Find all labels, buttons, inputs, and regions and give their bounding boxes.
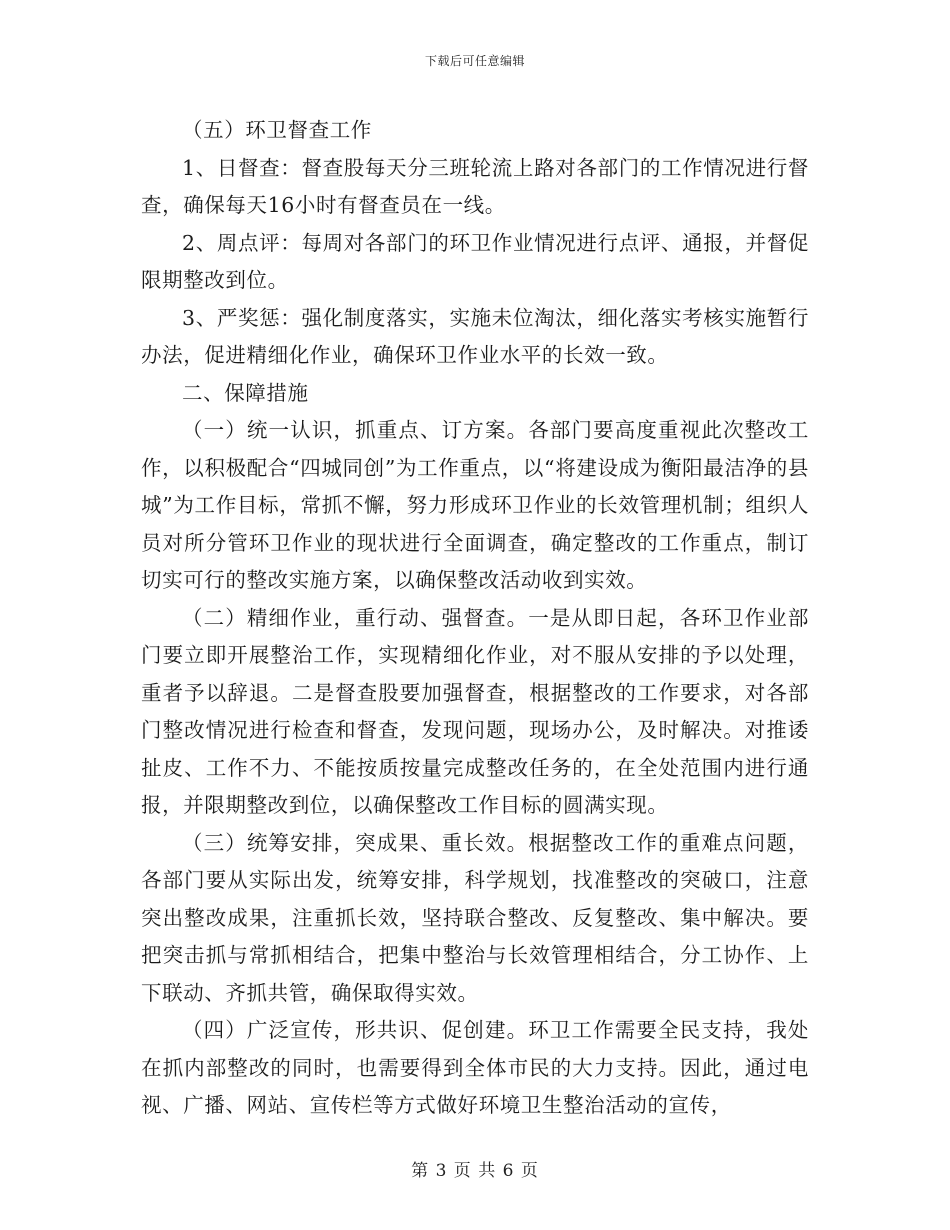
document-body bbox=[141, 112, 809, 1125]
paragraph-daily-supervision: 1、日督查：督查股每天分三班轮流上路对各部门的工作情况进行督查，确保每天16小时有督查员在一线。 bbox=[141, 155, 809, 217]
section-heading-safeguards: 二、保障措施 bbox=[182, 380, 309, 405]
paragraph-safeguard-3: （三）统筹安排，突成果、重长效。根据整改工作的重难点问题，各部门要从实际出发，统筹安排，科学规划，找准整改的突破口，注意突出整改成果，注重抓长效，坚持联合整改、反复整改、集中解决。要把突击抓与常抓相结合，把集中整治与长效管理相结合，分工协作、上下联动、齐抓共管，确保取得实效。 bbox=[141, 830, 809, 1005]
paragraph-weekly-review: 2、周点评：每周对各部门的环卫作业情况进行点评、通报，并督促限期整改到位。 bbox=[141, 230, 809, 292]
page-header: 下载后可任意编辑 bbox=[424, 54, 525, 68]
paragraph-safeguard-1: （一）统一认识，抓重点、订方案。各部门要高度重视此次整改工作，以积极配合“四城同创”为工作重点，以“将建设成为衡阳最洁净的县城”为工作目标，常抓不懈，努力形成环卫作业的长效管理机制；组织人员对所分管环卫作业的现状进行全面调查，确定整改的工作重点，制订切实可行的整改实施方案，以确保整改活动收到实效。 bbox=[141, 418, 809, 592]
paragraph-safeguard-4: （四）广泛宣传，形共识、促创建。环卫工作需要全民支持，我处在抓内部整改的同时，也需要得到全体市民的大力支持。因此，通过电视、广播、网站、宣传栏等方式做好环境卫生整治活动的宣传， bbox=[141, 1018, 809, 1117]
section-heading-supervision: （五）环卫督查工作 bbox=[182, 118, 372, 142]
paragraph-rewards-penalties: 3、严奖惩：强化制度落实，实施未位淘汰，细化落实考核实施暂行办法，促进精细化作业，确保环卫作业水平的长效一致。 bbox=[141, 305, 809, 367]
page-footer: 第 3 页 共 6 页 bbox=[411, 1161, 539, 1181]
paragraph-safeguard-2: （二）精细作业，重行动、强督查。一是从即日起，各环卫作业部门要立即开展整治工作，实现精细化作业，对不服从安排的予以处理，重者予以辞退。二是督查股要加强督查，根据整改的工作要求，对各部门整改情况进行检查和督查，发现问题，现场办公，及时解决。对推诿扯皮、工作不力、不能按质按量完成整改任务的，在全处范围内进行通报，并限期整改到位，以确保整改工作目标的圆满实现。 bbox=[141, 605, 809, 817]
